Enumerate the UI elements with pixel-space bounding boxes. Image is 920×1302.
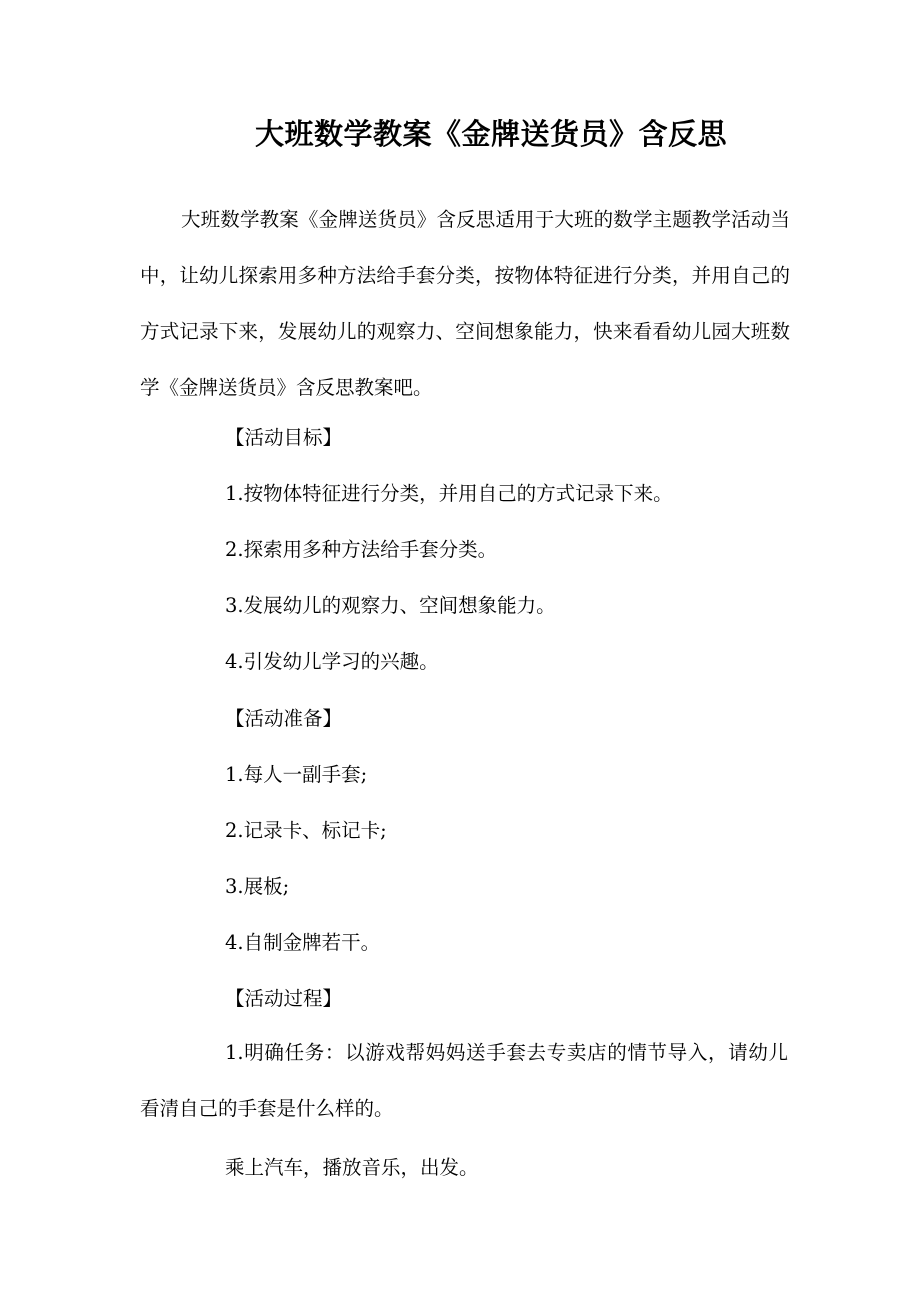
preparation-item-2: 2.记录卡、标记卡; [225, 819, 387, 842]
goal-item-1: 1.按物体特征进行分类，并用自己的方式记录下来。 [225, 482, 673, 505]
process-step-1-sub: 乘上汽车，播放音乐，出发。 [225, 1156, 479, 1179]
goals-heading: 【活动目标】 [225, 426, 343, 449]
preparation-item-3: 3.展板; [225, 875, 290, 898]
goal-item-4: 4.引发幼儿学习的兴趣。 [225, 650, 439, 673]
goal-item-3: 3.发展幼儿的观察力、空间想象能力。 [225, 594, 556, 617]
process-step-1: 1.明确任务：以游戏帮妈妈送手套去专卖店的情节导入，请幼儿看清自己的手套是什么样的。 [140, 1041, 788, 1120]
preparation-heading: 【活动准备】 [225, 707, 343, 730]
goal-item-2: 2.探索用多种方法给手套分类。 [225, 538, 498, 561]
preparation-item-4: 4.自制金牌若干。 [225, 931, 381, 954]
preparation-item-1: 1.每人一副手套; [225, 763, 368, 786]
document-title: 大班数学教案《金牌送货员》含反思 [254, 117, 727, 151]
intro-paragraph: 大班数学教案《金牌送货员》含反思适用于大班的数学主题教学活动当中，让幼儿探索用多种方法给手套分类，按物体特征进行分类，并用自己的方式记录下来，发展幼儿的观察力、空间想象能力，快来看看幼儿园大班数学《金牌送货员》含反思教案吧。 [140, 208, 790, 399]
process-heading: 【活动过程】 [225, 987, 343, 1010]
